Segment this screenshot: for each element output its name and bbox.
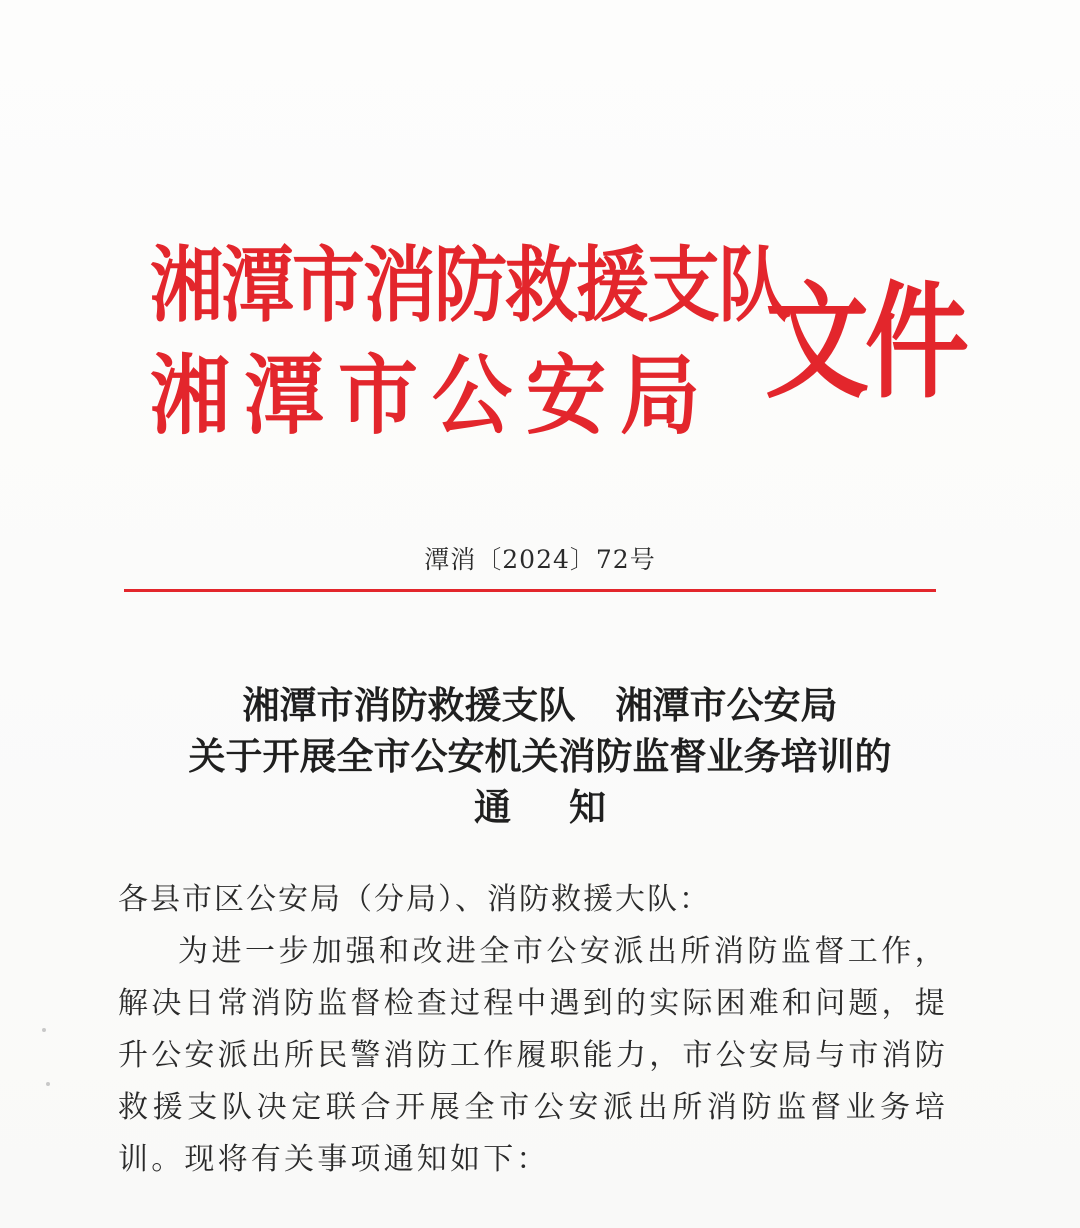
red-separator-line (124, 589, 936, 592)
red-masthead (150, 235, 966, 446)
document-title (0, 680, 1080, 833)
title-issuer-2: 湘潭市公安局 (615, 684, 838, 727)
body-paragraph: 为进一步加强和改进全市公安派出所消防监督工作，解决日常消防监督检查过程中遇到的实际困难和问题，提升公安派出所民警消防工作履职能力，市公安局与市消防救援支队决定联合开展全市公安派出所消防监督业务培训。现将有关事项通知如下： (118, 934, 948, 1177)
title-issuers (0, 680, 1080, 731)
salutation: 各县市区公安局（分局）、消防救援大队： (118, 882, 711, 917)
title-document-type: 通知 (474, 786, 664, 829)
title-subject: 关于开展全市公安机关消防监督业务培训的 (188, 735, 892, 778)
scan-speck (46, 1082, 50, 1086)
document-body (118, 874, 948, 1186)
scan-speck (42, 1028, 46, 1032)
title-issuer-1: 湘潭市消防救援支队 (242, 684, 576, 727)
document-number: 潭消〔2024〕72号 (424, 545, 656, 574)
masthead-issuer-public-security: 湘潭市公安局 (150, 345, 714, 446)
masthead-document-suffix: 文件 (765, 269, 966, 416)
masthead-issuer-fire-rescue: 湘潭市消防救援支队 (150, 238, 789, 334)
